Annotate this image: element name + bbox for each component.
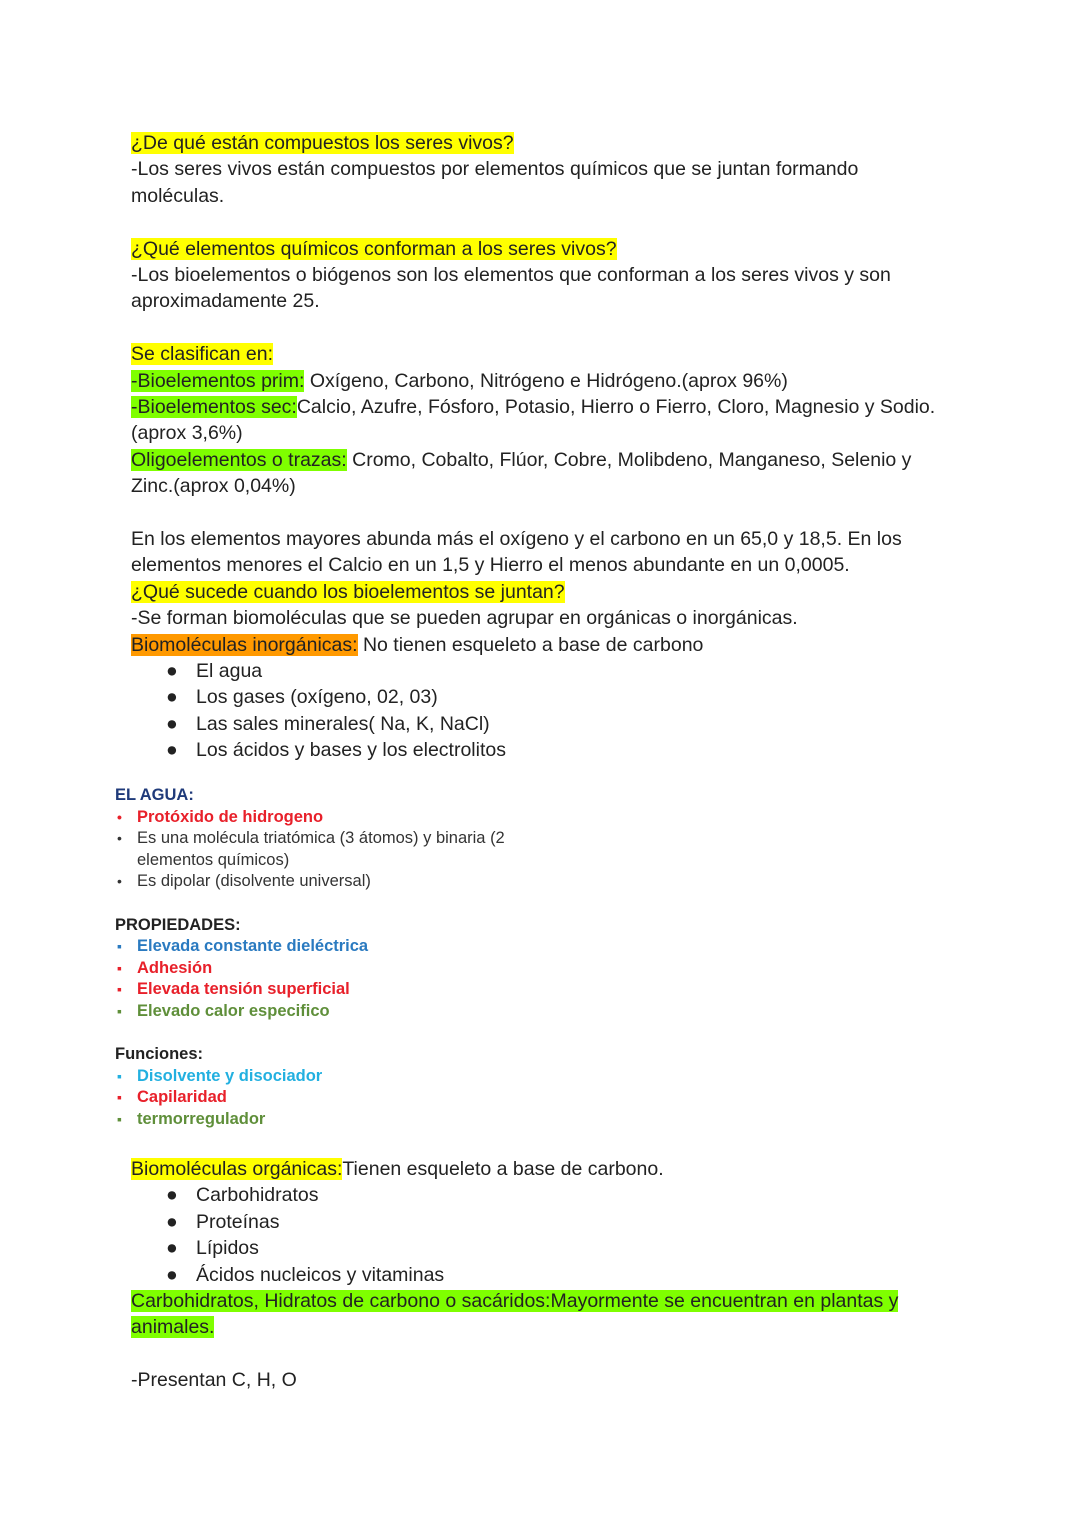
carbs-text: -Presentan C, H, O bbox=[131, 1369, 297, 1392]
bullet-icon: • bbox=[117, 830, 122, 847]
question-heading: ¿Qué elementos químicos conforman a los seres vivos? bbox=[131, 237, 617, 260]
list-item: ● Los ácidos y bases y los electrolitos bbox=[196, 737, 936, 763]
bullet-icon: ● bbox=[166, 1210, 178, 1233]
bullet-icon: ● bbox=[166, 739, 178, 762]
functions-list: ▪ Disolvente y disociador ▪ Capilaridad ▪ termorregulador bbox=[115, 1066, 575, 1131]
organic-label: Biomoléculas orgánicas: bbox=[131, 1158, 343, 1180]
list-item: ● Proteínas bbox=[196, 1209, 936, 1235]
classification-label: -Bioelementos sec: bbox=[131, 396, 297, 419]
bullet-icon: ● bbox=[166, 686, 178, 709]
inorganic-label: Biomoléculas inorgánicas: bbox=[131, 633, 358, 656]
question-heading: ¿De qué están compuestos los seres vivos? bbox=[131, 132, 514, 154]
water-title: EL AGUA: bbox=[115, 786, 194, 804]
organic-list bbox=[131, 1182, 936, 1288]
notes-bottom: Biomoléculas orgánicas:Tienen esqueleto a base de carbono. ● Carbohidratos ● Proteínas ● Lípidos ● Ácidos nucleicos y vitaminas Carbohidratos, Hidratos de carbono o sacáridos:Mayormente se encuentran en plantas y animales. -Presentan C, H, O bbox=[131, 1156, 936, 1394]
bullet-icon: ▪ bbox=[117, 959, 122, 976]
properties-list: ▪ Elevada constante dieléctrica ▪ Adhesión ▪ Elevada tensión superficial ▪ Elevado calor especifico bbox=[115, 936, 575, 1022]
water-image bbox=[115, 785, 575, 1131]
bullet-icon: ▪ bbox=[117, 981, 122, 998]
list-item: ● Ácidos nucleicos y vitaminas bbox=[196, 1262, 936, 1288]
classification-heading: Se clasifican en: bbox=[131, 343, 273, 366]
bullet-icon: ● bbox=[166, 1263, 178, 1286]
classification-item: -Bioelementos prim: Oxígeno, Carbono, Nitrógeno e Hidrógeno.(aprox 96%) bbox=[131, 369, 788, 392]
water-list: • Protóxido de hidrogeno • Es una molécula triatómica (3 átomos) y binaria (2 elementos químicos) • Es dipolar (disolvente universal) bbox=[115, 807, 575, 893]
list-item: ● Carbohidratos bbox=[196, 1182, 936, 1208]
bullet-icon: ● bbox=[166, 1237, 178, 1260]
answer-text: -Los seres vivos están compuestos por elementos químicos que se juntan formando moléculas. bbox=[131, 158, 859, 207]
list-item: ● Las sales minerales( Na, K, NaCl) bbox=[196, 711, 936, 737]
list-item: ● Los gases (oxígeno, 02, 03) bbox=[196, 684, 936, 710]
answer-text: -Los bioelementos o biógenos son los elementos que conforman a los seres vivos y son aproximadamente 25. bbox=[131, 264, 891, 313]
question-heading: ¿Qué sucede cuando los bioelementos se juntan? bbox=[131, 580, 565, 603]
bullet-icon: • bbox=[117, 873, 122, 890]
bullet-icon: ▪ bbox=[117, 1002, 122, 1019]
answer-text: -Se forman biomoléculas que se pueden agrupar en orgánicas o inorgánicas. bbox=[131, 607, 798, 630]
properties-title: PROPIEDADES: bbox=[115, 915, 241, 934]
classification-item: -Bioelementos sec:Calcio, Azufre, Fósforo, Potasio, Hierro o Fierro, Cloro, Magnesio y Sodio.(aprox 3,6%) bbox=[131, 396, 936, 445]
bullet-icon: • bbox=[117, 808, 122, 825]
classification-item: Oligoelementos o trazas: Cromo, Cobalto, Flúor, Cobre, Molibdeno, Manganeso, Selenio y Zinc.(aprox 0,04%) bbox=[131, 448, 912, 498]
bullet-icon: ▪ bbox=[117, 938, 122, 955]
list-item: ● El agua bbox=[196, 658, 936, 684]
notes-top: ¿De qué están compuestos los seres vivos? -Los seres vivos están compuestos por elementos químicos que se juntan formando moléculas. ¿Qué elementos químicos conforman a los seres vivos? -Los bioelementos o biógenos son los elementos que conforman a los seres vivos y son aproximadamente 25. Se clasifican en: -Bioelementos prim: Oxígeno, Carbono, Nitrógeno e Hidrógeno.(aprox 96%) -Bioelementos sec:Calcio, Azufre, Fósforo, Potasio, Hierro o Fierro, Cloro, Magnesio y Sodio.(aprox 3,6%) Oligoelementos o trazas: Cromo, Cobalto, Flúor, Cobre, Molibdeno, Manganeso, Selenio y Zinc.(aprox 0,04%) En los elementos mayores abunda más el oxígeno y el carbono en un 65,0 y 18,5. En los elementos menores el Calcio en un 1,5 y Hierro el menos abundante en un 0,0005. ¿Qué sucede cuando los bioelementos se juntan? -Se forman biomoléculas que se pueden agrupar en orgánicas o inorgánicas. Biomoléculas inorgánicas: No tienen esqueleto a base de carbono ● El agua ● Los gases (oxígeno, 02, 03) ● Las sales minerales( Na, K, NaCl) ● Los ácidos y bases y los electrolitos bbox=[131, 130, 936, 764]
classification-label: Oligoelementos o trazas: bbox=[131, 448, 347, 471]
bullet-icon: ▪ bbox=[117, 1089, 122, 1106]
classification-label: -Bioelementos prim: bbox=[131, 369, 305, 392]
carbs-heading: Carbohidratos, Hidratos de carbono o sacáridos:Mayormente se encuentran en plantas y animales. bbox=[131, 1290, 899, 1339]
bullet-icon: ▪ bbox=[117, 1067, 122, 1084]
abundance-text: En los elementos mayores abunda más el oxígeno y el carbono en un 65,0 y 18,5. En los elementos menores el Calcio en un 1,5 y Hierro el menos abundante en un 0,0005. bbox=[131, 528, 902, 577]
list-item: ● Lípidos bbox=[196, 1235, 936, 1261]
bullet-icon: ● bbox=[166, 712, 178, 735]
bullet-icon: ● bbox=[166, 1184, 178, 1207]
bullet-icon: ▪ bbox=[117, 1110, 122, 1127]
bullet-icon: ● bbox=[166, 660, 178, 683]
inorganic-list bbox=[131, 658, 936, 764]
functions-title: Funciones: bbox=[115, 1045, 204, 1064]
